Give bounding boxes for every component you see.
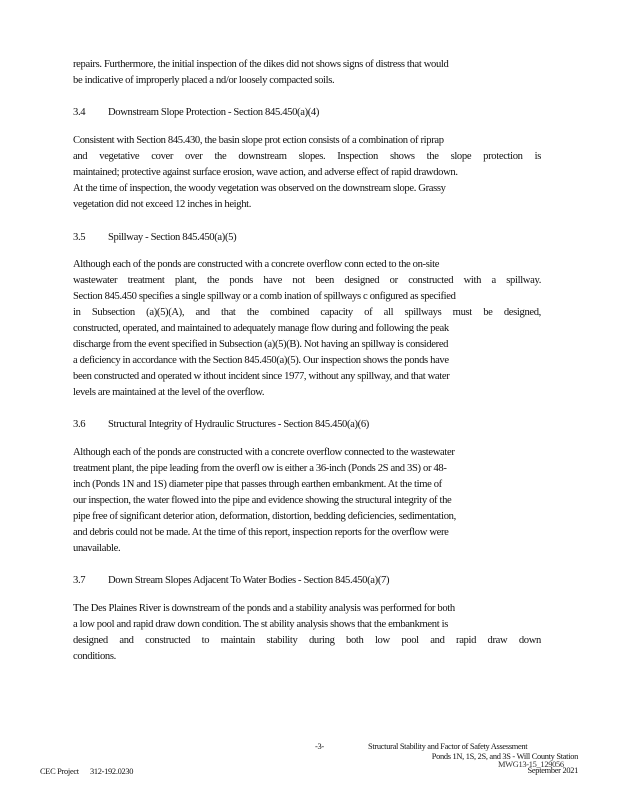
section-title: Downstream Slope Protection - Section 845.450(a)(4) xyxy=(108,107,320,118)
section-heading xyxy=(73,575,389,587)
footer-doc-code: MWG13-15_129056 xyxy=(498,760,564,769)
section-heading xyxy=(73,232,236,244)
body-line: treatment plant, the pipe leading from the overfl ow is either a 36-inch (Ponds 2S and 3S) or 48- xyxy=(73,463,447,474)
footer-project-label: CEC Project xyxy=(40,767,79,776)
body-line: our inspection, the water flowed into the pipe and evidence showing the structural integrity of the xyxy=(73,495,452,506)
body-line: The Des Plaines River is downstream of the ponds and a stability analysis was performed for both xyxy=(73,603,455,614)
body-line: conditions. xyxy=(73,651,116,662)
body-line: Consistent with Section 845.430, the basin slope prot ection consists of a combination of riprap xyxy=(73,135,444,146)
body-line: maintained; protective against surface erosion, wave action, and adverse effect of rapid drawdown. xyxy=(73,167,458,178)
footer-project-number: 312-192.0230 xyxy=(90,767,134,776)
body-line: vegetation did not exceed 12 inches in height. xyxy=(73,199,252,210)
body-line: and vegetative cover over the downstream slopes. Inspection shows the slope protection is xyxy=(73,151,541,162)
intro-line: repairs. Furthermore, the initial inspection of the dikes did not shows signs of distress that would xyxy=(73,59,449,70)
section-number: 3.6 xyxy=(73,419,86,430)
body-line: a low pool and rapid draw down condition. The st ability analysis shows that the embankment is xyxy=(73,619,448,630)
section-number: 3.7 xyxy=(73,575,86,586)
body-line: Although each of the ponds are constructed with a concrete overflow connected to the wastewater xyxy=(73,447,455,458)
section-title: Spillway - Section 845.450(a)(5) xyxy=(108,232,237,243)
body-line: At the time of inspection, the woody vegetation was observed on the downstream slope. Grassy xyxy=(73,183,446,194)
section-heading xyxy=(73,419,369,431)
body-line: pipe free of significant deterior ation, deformation, distortion, bedding deficiencies, sedimentation, xyxy=(73,511,456,522)
body-line: and debris could not be made. At the time of this report, inspection reports for the overflow were xyxy=(73,527,449,538)
body-line: unavailable. xyxy=(73,543,121,554)
body-line: Although each of the ponds are constructed with a concrete overflow conn ected to the on-site xyxy=(73,259,440,270)
body-line: Section 845.450 specifies a single spillway or a comb ination of spillways c onfigured as specified xyxy=(73,291,456,302)
body-line: discharge from the event specified in Subsection (a)(5)(B). Not having an spillway is considered xyxy=(73,339,449,350)
body-line: wastewater treatment plant, the ponds have not been designed or constructed with a spillway. xyxy=(73,275,541,286)
footer-report-title: Structural Stability and Factor of Safety Assessment xyxy=(368,742,528,751)
body-line: constructed, operated, and maintained to adequately manage flow during and following the peak xyxy=(73,323,449,334)
footer-report-subtitle: Ponds 1N, 1S, 2S, and 3S - Will County Station xyxy=(431,752,578,761)
body-line: inch (Ponds 1N and 1S) diameter pipe that passes through earthen embankment. At the time of xyxy=(73,479,442,490)
intro-line: be indicative of improperly placed a nd/or loosely compacted soils. xyxy=(73,75,335,86)
footer-date: September 2021 xyxy=(527,766,578,775)
body-line: been constructed and operated w ithout incident since 1977, without any spillway, and that water xyxy=(73,371,450,382)
section-title: Down Stream Slopes Adjacent To Water Bodies - Section 845.450(a)(7) xyxy=(108,575,390,586)
section-number: 3.5 xyxy=(73,232,86,243)
body-line: designed and constructed to maintain stability during both low pool and rapid draw down xyxy=(73,635,541,646)
page-number: -3- xyxy=(315,742,324,751)
section-heading xyxy=(73,107,319,119)
body-line: in Subsection (a)(5)(A), and that the combined capacity of all spillways must be designed, xyxy=(73,307,541,318)
section-number: 3.4 xyxy=(73,107,86,118)
body-line: a deficiency in accordance with the Section 845.450(a)(5). Our inspection shows the ponds have xyxy=(73,355,449,366)
section-title: Structural Integrity of Hydraulic Structures - Section 845.450(a)(6) xyxy=(108,419,369,430)
body-line: levels are maintained at the level of the overflow. xyxy=(73,387,265,398)
